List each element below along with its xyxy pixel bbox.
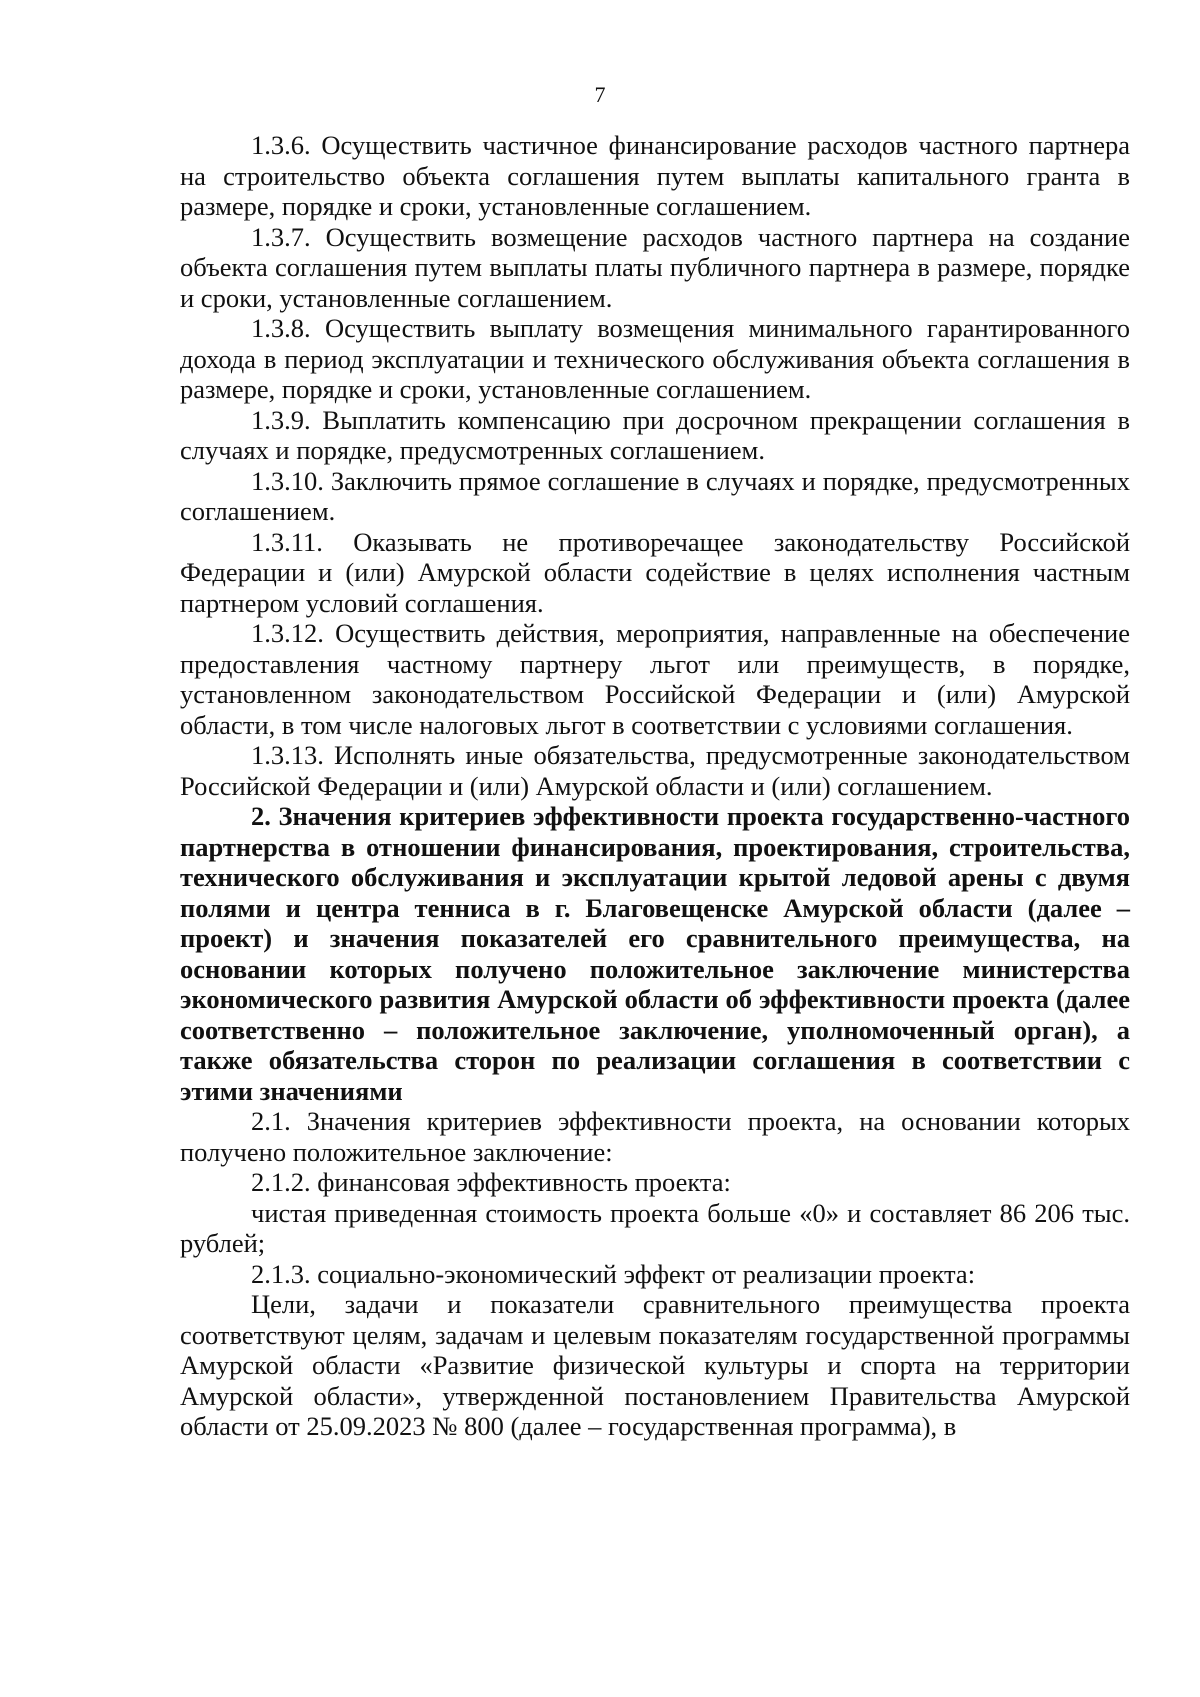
paragraph-goals: Цели, задачи и показатели сравнительного преимущества проекта соответствуют целям, задачам и целевым показателям государственной программы Амурской области «Развитие физической культуры и спорта на территории Амурской области», утвержденной постановлением Правительства Амурской области от 25.09.2023 № 800 (далее – государственная программа), в	[180, 1289, 1130, 1441]
paragraph-1-3-7: 1.3.7. Осуществить возмещение расходов частного партнера на создание объекта соглашения путем выплаты платы публичного партнера в размере, порядке и сроки, установленные соглашением.	[180, 221, 1130, 313]
paragraph-npv: чистая приведенная стоимость проекта больше «0» и составляет 86 206 тыс. рублей;	[180, 1197, 1130, 1258]
paragraph-2-1-2: 2.1.2. финансовая эффективность проекта:	[251, 1167, 731, 1197]
paragraph-1-3-9: 1.3.9. Выплатить компенсацию при досрочном прекращении соглашения в случаях и порядке, предусмотренных соглашением.	[180, 404, 1130, 465]
section-2-heading: 2. Значения критериев эффективности проекта государственно-частного партнерства в отношении финансирования, проектирования, строительства, технического обслуживания и эксплуатации крытой ледовой арены с двумя полями и центра тенниса в г. Благовещенске Амурской области (далее – проект) и значения показателей его сравнительного преимущества, на основании которых получено положительное заключение министерства экономического развития Амурской области об эффективности проекта (далее соответственно – положительное заключение, уполномоченный орган), а также обязательства сторон по реализации соглашения в соответствии с этими значениями	[180, 801, 1130, 1106]
page-number: 7	[594, 82, 606, 107]
paragraph-2-1-3: 2.1.3. социально-экономический эффект от реализации проекта:	[251, 1258, 976, 1289]
paragraph-1-3-6: 1.3.6. Осуществить частичное финансирование расходов частного партнера на строительство объекта соглашения путем выплаты капитального гранта в размере, порядке и сроки, установленные соглашением.	[180, 130, 1130, 221]
paragraph-1-3-10: 1.3.10. Заключить прямое соглашение в случаях и порядке, предусмотренных соглашением.	[180, 465, 1130, 526]
paragraph-1-3-11: 1.3.11. Оказывать не противоречащее законодательству Российской Федерации и (или) Амурской области содействие в целях исполнения частным партнером условий соглашения.	[180, 526, 1130, 618]
document-body	[180, 130, 1130, 1442]
paragraph-2-1: 2.1. Значения критериев эффективности проекта, на основании которых получено положительное заключение:	[180, 1106, 1130, 1167]
paragraph-1-3-12: 1.3.12. Осуществить действия, мероприятия, направленные на обеспечение предоставления частному партнеру льгот или преимуществ, в порядке, установленном законодательством Российской Федерации и (или) Амурской области, в том числе налоговых льгот в соответствии с условиями соглашения.	[180, 618, 1130, 740]
paragraph-1-3-8: 1.3.8. Осуществить выплату возмещения минимального гарантированного дохода в период эксплуатации и технического обслуживания объекта соглашения в размере, порядке и сроки, установленные соглашением.	[180, 313, 1130, 404]
paragraph-1-3-13: 1.3.13. Исполнять иные обязательства, предусмотренные законодательством Российской Федерации и (или) Амурской области и (или) соглашением.	[180, 740, 1130, 801]
